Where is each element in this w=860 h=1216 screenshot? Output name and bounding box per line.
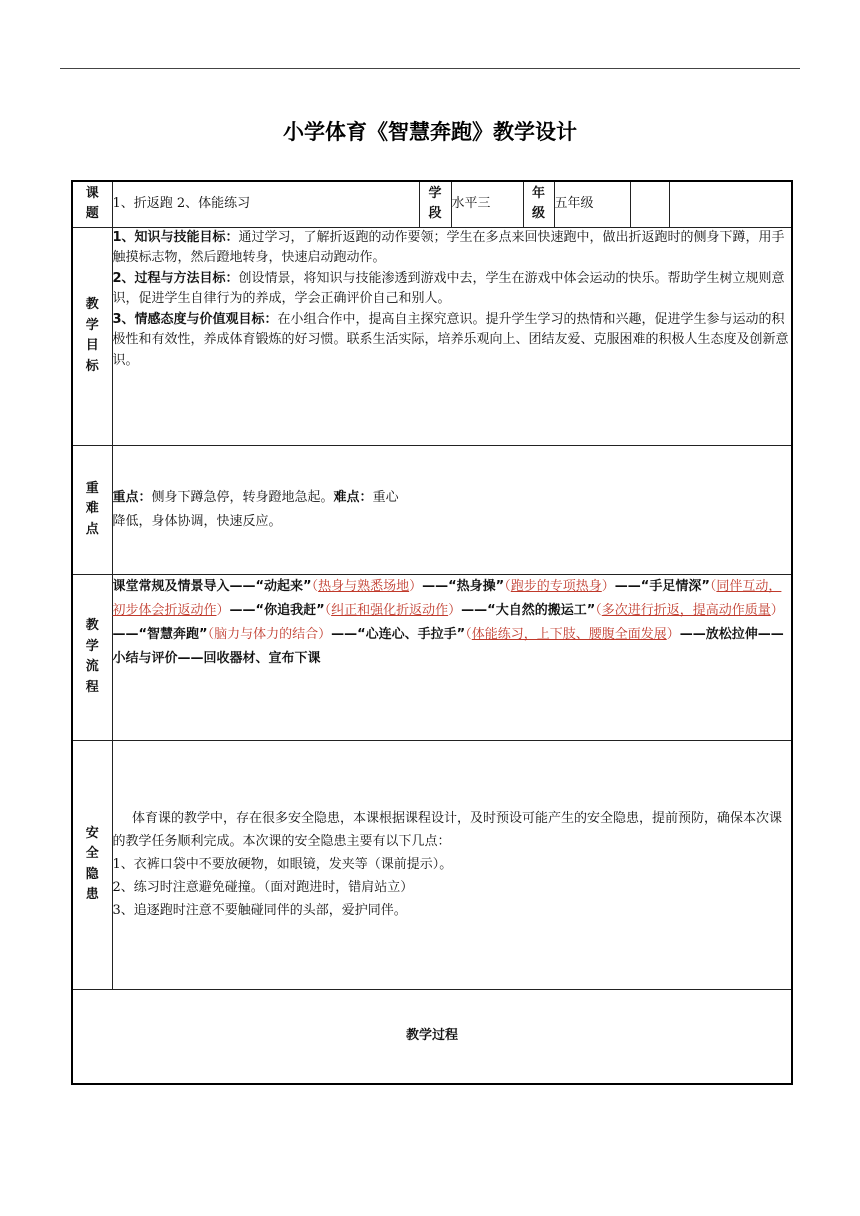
process-content: 课堂常规及情景导入——“动起来”（热身与熟悉场地）——“热身操”（跑步的专项热身）——“手足情深”（同伴互动，初步体会折返动作）——“你追我赶”（纠正和强化折返动作）——“大自然的搬运工”（多次进行折返，提高动作质量）——“智慧奔跑”（脑力与体力的结合）——“心连心、手拉手”（体能练习，上下肢、腰腹全面发展）——放松拉伸——小结与评价——回收器材、宣布下课 bbox=[112, 574, 792, 740]
safety-item: 3、追逐跑时注意不要触碰同伴的头部，爱护同伴。 bbox=[112, 903, 407, 918]
process-heading: 教学过程 bbox=[72, 989, 792, 1084]
key-points-row bbox=[72, 445, 792, 574]
grade-value: 五年级 bbox=[554, 181, 630, 227]
process-heading-row bbox=[72, 989, 792, 1084]
level-value: 水平三 bbox=[451, 181, 523, 227]
topic-value: 1、折返跑 2、体能练习 bbox=[112, 181, 419, 227]
document-title: 小学体育《智慧奔跑》教学设计 bbox=[283, 120, 577, 144]
process-note-4: 纠正和强化折返动作 bbox=[331, 602, 449, 618]
objectives-row bbox=[72, 227, 792, 445]
safety-label: 安 全 隐 患 bbox=[72, 740, 112, 989]
empty-cell-1 bbox=[630, 181, 669, 227]
objective-attitude: 3、情感态度与价值观目标：在小组合作中，提高自主探究意识。提升学生学习的热情和兴趣，促进学生参与运动的积极性和有效性，养成体育锻炼的好习惯。联系生活实际，培养乐观向上、团结友爱、克服困难的积极人生态度及创新意识。 bbox=[112, 311, 789, 368]
header-row bbox=[72, 181, 792, 227]
safety-content bbox=[112, 740, 792, 989]
process-note-7: 体能练习，上下肢、腰腹全面发展 bbox=[471, 626, 667, 642]
process-note-1: 热身与熟悉场地 bbox=[318, 578, 410, 594]
lesson-plan-table bbox=[71, 180, 793, 1085]
grade-label: 年 级 bbox=[523, 181, 554, 227]
safety-row bbox=[72, 740, 792, 989]
process-note-5: 多次进行折返，提高动作质量 bbox=[601, 602, 771, 618]
process-note-2: 跑步的专项热身 bbox=[510, 578, 602, 594]
objective-knowledge: 1、知识与技能目标：通过学习，了解折返跑的动作要领；学生在多点来回快速跑中，做出折返跑时的侧身下蹲，用手触摸标志物，然后蹬地转身，快速启动跑动作。 bbox=[112, 229, 785, 265]
process-row bbox=[72, 574, 792, 740]
objectives-label: 教 学 目 标 bbox=[72, 227, 112, 445]
empty-cell-2 bbox=[669, 181, 792, 227]
process-note-6: （脑力与体力的结合） bbox=[207, 626, 332, 642]
safety-intro: 体育课的教学中，存在很多安全隐患，本课根据课程设计，及时预设可能产生的安全隐患，提前预防，确保本次课的教学任务顺利完成。本次课的安全隐患主要有以下几点： bbox=[112, 811, 783, 849]
key-points-content bbox=[112, 445, 792, 574]
key-points-text: 重点：侧身下蹲急停，转身蹬地急起。难点：重心降低，身体协调，快速反应。 bbox=[112, 489, 399, 529]
header-rule bbox=[60, 68, 800, 69]
topic-label: 课 题 bbox=[72, 181, 112, 227]
level-label: 学 段 bbox=[419, 181, 451, 227]
objectives-content bbox=[112, 227, 792, 445]
objective-process: 2、过程与方法目标：创设情景，将知识与技能渗透到游戏中去，学生在游戏中体会运动的快乐。帮助学生树立规则意识，促进学生自律行为的养成，学会正确评价自己和别人。 bbox=[112, 270, 785, 306]
key-points-label: 重 难 点 bbox=[72, 445, 112, 574]
safety-item: 1、衣裤口袋中不要放硬物，如眼镜，发夹等（课前提示）。 bbox=[112, 857, 453, 872]
process-note-3: 同伴互动，初步体会折返动作 bbox=[112, 578, 782, 618]
safety-item: 2、练习时注意避免碰撞。（面对跑进时，错肩站立） bbox=[112, 880, 414, 895]
process-label: 教 学 流 程 bbox=[72, 574, 112, 740]
